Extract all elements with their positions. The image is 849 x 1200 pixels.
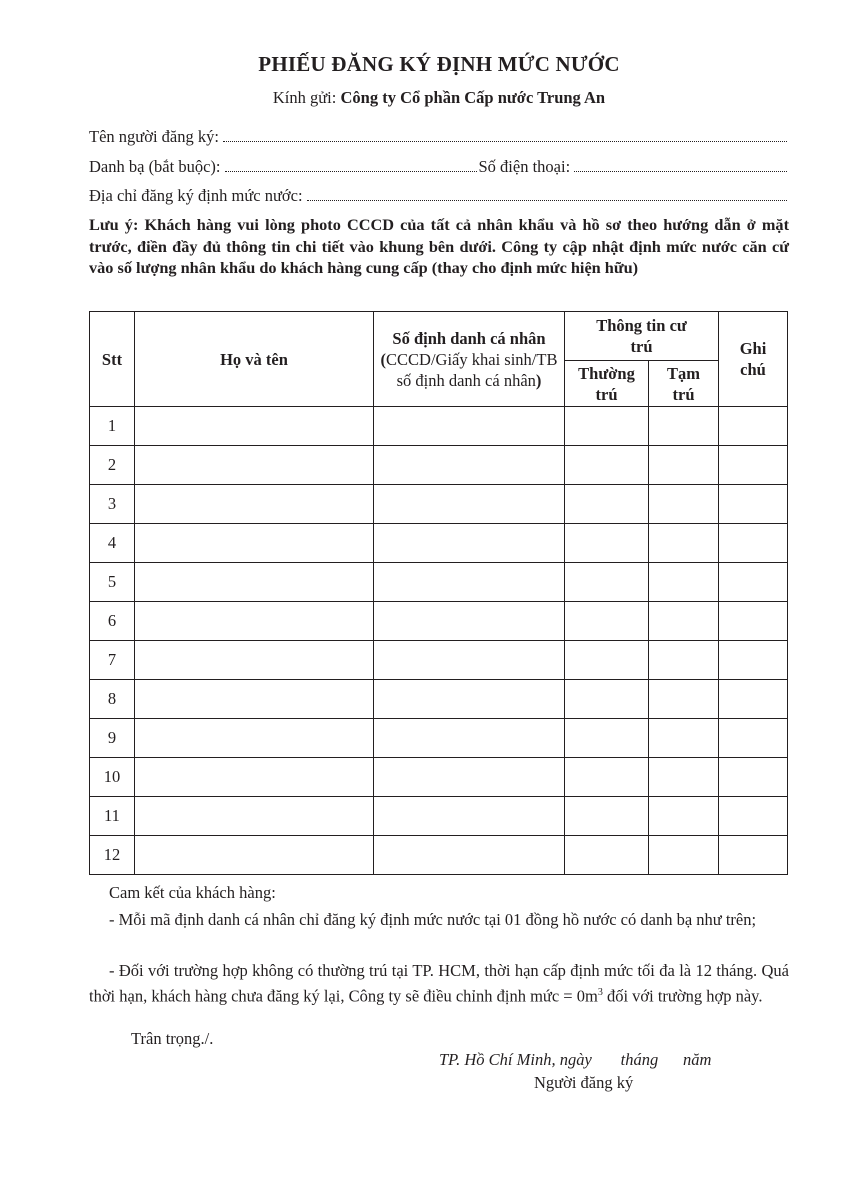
row-permanent-cell[interactable] — [565, 680, 649, 719]
row-id-cell[interactable] — [374, 758, 565, 797]
row-id-cell[interactable] — [374, 836, 565, 875]
row-stt-cell: 3 — [90, 485, 135, 524]
header-residence: Thông tin cư trú — [565, 312, 719, 361]
household-members-table — [89, 311, 788, 875]
row-name-cell[interactable] — [135, 407, 374, 446]
registrant-name-label: Tên người đăng ký: — [89, 127, 219, 146]
row-permanent-cell[interactable] — [565, 797, 649, 836]
address-blank[interactable] — [307, 199, 787, 201]
header-id-close-paren: ) — [535, 370, 542, 390]
table-row — [90, 407, 788, 446]
row-note-cell[interactable] — [719, 446, 788, 485]
account-no-label: Danh bạ (bắt buộc): — [89, 157, 221, 176]
recipient-line — [89, 88, 789, 108]
row-stt-cell: 9 — [90, 719, 135, 758]
recipient-prefix: Kính gửi: — [272, 88, 337, 107]
row-permanent-cell[interactable] — [565, 563, 649, 602]
row-stt-cell: 7 — [90, 641, 135, 680]
row-permanent-cell[interactable] — [565, 446, 649, 485]
row-note-cell[interactable] — [719, 485, 788, 524]
row-id-cell[interactable] — [374, 719, 565, 758]
row-note-cell[interactable] — [719, 524, 788, 563]
table-body — [90, 407, 788, 875]
header-stt: Stt — [90, 312, 135, 407]
row-permanent-cell[interactable] — [565, 407, 649, 446]
row-name-cell[interactable] — [135, 563, 374, 602]
row-id-cell[interactable] — [374, 563, 565, 602]
row-id-cell[interactable] — [374, 485, 565, 524]
phone-label: Số điện thoại: — [478, 157, 571, 176]
row-stt-cell: 11 — [90, 797, 135, 836]
row-permanent-cell[interactable] — [565, 485, 649, 524]
row-temporary-cell[interactable] — [649, 797, 719, 836]
row-name-cell[interactable] — [135, 446, 374, 485]
row-note-cell[interactable] — [719, 758, 788, 797]
row-temporary-cell[interactable] — [649, 680, 719, 719]
row-name-cell[interactable] — [135, 758, 374, 797]
row-name-cell[interactable] — [135, 797, 374, 836]
row-name-cell[interactable] — [135, 602, 374, 641]
closing-remark: Trân trọng./. — [131, 1029, 214, 1048]
address-field[interactable] — [89, 184, 789, 206]
row-id-cell[interactable] — [374, 524, 565, 563]
header-personal-id-main: Số định danh cá nhân — [392, 328, 546, 348]
recipient-company: Công ty Cổ phần Cấp nước Trung An — [340, 88, 606, 107]
header-permanent-residence: Thường trú — [565, 361, 649, 407]
account-no-blank[interactable] — [225, 170, 477, 172]
row-permanent-cell[interactable] — [565, 602, 649, 641]
commitment-heading: Cam kết của khách hàng: — [109, 883, 276, 902]
row-permanent-cell[interactable] — [565, 719, 649, 758]
row-permanent-cell[interactable] — [565, 641, 649, 680]
table-row — [90, 719, 788, 758]
row-temporary-cell[interactable] — [649, 836, 719, 875]
row-temporary-cell[interactable] — [649, 641, 719, 680]
header-id-open-paren: ( — [380, 349, 387, 369]
row-temporary-cell[interactable] — [649, 446, 719, 485]
commitment-item-2 — [89, 960, 789, 1008]
row-note-cell[interactable] — [719, 563, 788, 602]
row-permanent-cell[interactable] — [565, 758, 649, 797]
row-name-cell[interactable] — [135, 485, 374, 524]
header-note: Ghi chú — [719, 312, 788, 407]
row-temporary-cell[interactable] — [649, 758, 719, 797]
row-note-cell[interactable] — [719, 680, 788, 719]
signature-label: Người đăng ký — [534, 1073, 634, 1092]
header-name: Họ và tên — [135, 312, 374, 407]
row-id-cell[interactable] — [374, 407, 565, 446]
commitment-item-2-text: - Đối với trường hợp không có thường trú tại TP. HCM, thời hạn cấp định mức tối đa là 12 tháng. Quá thời hạn, khách hàng chưa đăng ký lại, Công ty sẽ điều chỉnh định mức = 0m — [89, 961, 789, 1006]
row-temporary-cell[interactable] — [649, 485, 719, 524]
row-stt-cell: 8 — [90, 680, 135, 719]
row-note-cell[interactable] — [719, 797, 788, 836]
row-name-cell[interactable] — [135, 641, 374, 680]
table-row — [90, 836, 788, 875]
row-stt-cell: 10 — [90, 758, 135, 797]
row-id-cell[interactable] — [374, 446, 565, 485]
row-note-cell[interactable] — [719, 407, 788, 446]
row-stt-cell: 12 — [90, 836, 135, 875]
commitment-item-1: - Mỗi mã định danh cá nhân chỉ đăng ký định mức nước tại 01 đồng hồ nước có danh bạ như trên; — [109, 910, 757, 929]
row-id-cell[interactable] — [374, 641, 565, 680]
row-name-cell[interactable] — [135, 524, 374, 563]
row-temporary-cell[interactable] — [649, 602, 719, 641]
row-note-cell[interactable] — [719, 641, 788, 680]
row-name-cell[interactable] — [135, 680, 374, 719]
table-row — [90, 446, 788, 485]
table-row — [90, 641, 788, 680]
row-stt-cell: 6 — [90, 602, 135, 641]
row-note-cell[interactable] — [719, 602, 788, 641]
row-note-cell[interactable] — [719, 836, 788, 875]
row-id-cell[interactable] — [374, 797, 565, 836]
table-row — [90, 602, 788, 641]
row-id-cell[interactable] — [374, 602, 565, 641]
commitment-item-2-end: đối với trường hợp này. — [602, 986, 763, 1006]
row-temporary-cell[interactable] — [649, 524, 719, 563]
form-title: PHIẾU ĐĂNG KÝ ĐỊNH MỨC NƯỚC — [258, 52, 620, 76]
address-label: Địa chỉ đăng ký định mức nước: — [89, 186, 303, 205]
table-row — [90, 524, 788, 563]
account-phone-row — [89, 155, 789, 177]
header-temporary-residence: Tạm trú — [649, 361, 719, 407]
registrant-name-field[interactable] — [89, 125, 789, 147]
registrant-name-blank[interactable] — [223, 140, 787, 142]
header-personal-id-detail: CCCD/Giấy khai sinh/TB số định danh cá nhân — [386, 349, 558, 390]
row-stt-cell: 5 — [90, 563, 135, 602]
row-stt-cell: 4 — [90, 524, 135, 563]
row-stt-cell: 2 — [90, 446, 135, 485]
table-row — [90, 680, 788, 719]
row-permanent-cell[interactable] — [565, 836, 649, 875]
row-name-cell[interactable] — [135, 719, 374, 758]
row-temporary-cell[interactable] — [649, 407, 719, 446]
row-name-cell[interactable] — [135, 836, 374, 875]
note-paragraph: Lưu ý: Khách hàng vui lòng photo CCCD của tất cả nhân khẩu và hồ sơ theo hướng dẫn ở mặt trước, điền đầy đủ thông tin chi tiết vào khung bên dưới. Công ty cập nhật định mức nước căn cứ vào số lượng nhân khẩu do khách hàng cung cấp (thay cho định mức hiện hữu) — [89, 215, 789, 277]
header-personal-id — [374, 312, 565, 407]
row-stt-cell: 1 — [90, 407, 135, 446]
cubic-superscript: 3 — [597, 987, 603, 998]
row-temporary-cell[interactable] — [649, 719, 719, 758]
phone-blank[interactable] — [574, 170, 787, 172]
row-temporary-cell[interactable] — [649, 563, 719, 602]
row-id-cell[interactable] — [374, 680, 565, 719]
row-permanent-cell[interactable] — [565, 524, 649, 563]
table-row — [90, 563, 788, 602]
row-note-cell[interactable] — [719, 719, 788, 758]
signature-date-line: TP. Hồ Chí Minh, ngày tháng năm — [439, 1050, 712, 1069]
table-row — [90, 797, 788, 836]
table-row — [90, 485, 788, 524]
table-row — [90, 758, 788, 797]
